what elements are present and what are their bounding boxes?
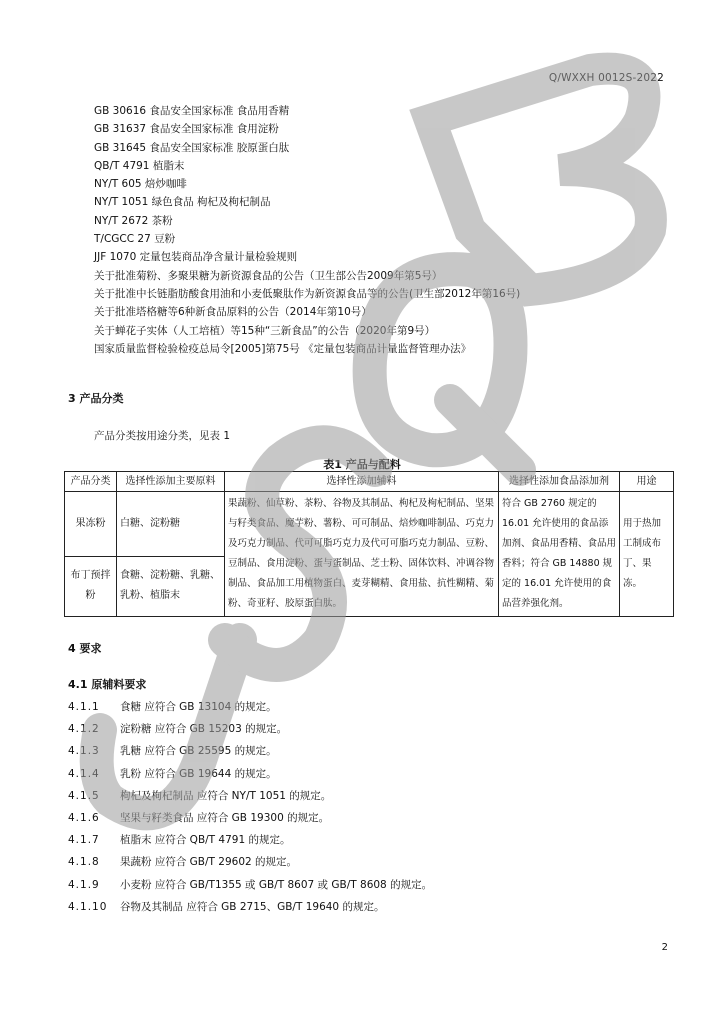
requirement-number: 4.1.7 (68, 834, 100, 847)
table-cell-usage: 用于热加工制成布丁、果冻。 (620, 492, 674, 617)
table-header-row (65, 472, 674, 492)
requirement-number: 4.1.9 (68, 878, 100, 891)
section-heading: 4 要求 (68, 642, 102, 655)
requirement-text: 食糖 应符合 GB 13104 的规定。 (120, 701, 277, 713)
table-cell-auxiliary: 果蔬粉、仙草粉、茶粉、谷物及其制品、枸杞及枸杞制品、坚果与籽类食品、魔芋粉、薯粉、可可制品、焙炒咖啡制品、巧克力及巧克力制品、代可可脂巧克力及代可可脂巧克力制品、豆粉、豆制品、食用淀粉、蛋与蛋制品、芝士粉、固体饮料、冲调谷物制品、食品加工用植物蛋白、麦芽糊精、食用盐、抗性糊精、菊粉、奇亚籽、胶原蛋白肽。 (225, 492, 499, 617)
reference-item: GB 31637 食品安全国家标准 食用淀粉 (94, 123, 279, 136)
table-cell-main: 白糖、淀粉糖 (117, 492, 225, 557)
requirement-number: 4.1.4 (68, 767, 100, 780)
requirement-number: 4.1.6 (68, 812, 100, 825)
table-cell-category: 布丁预拌粉 (65, 556, 117, 616)
requirement-number: 4.1.10 (68, 900, 108, 913)
reference-item: NY/T 1051 绿色食品 枸杞及枸杞制品 (94, 196, 271, 209)
table-header-cell: 选择性添加食品添加剂 (499, 472, 620, 492)
requirement-item (68, 696, 432, 718)
requirement-item (68, 763, 432, 785)
reference-item: 关于批准塔格糖等6种新食品原料的公告（2014年第10号） (94, 306, 372, 319)
table-header-cell: 用途 (620, 472, 674, 492)
reference-item: GB 30616 食品安全国家标准 食品用香精 (94, 105, 290, 117)
reference-item: 国家质量监督检验检疫总局令[2005]第75号 《定量包装商品计量监督管理办法》 (94, 342, 472, 355)
requirement-text: 枸杞及枸杞制品 应符合 NY/T 1051 的规定。 (120, 789, 332, 802)
requirement-number: 4.1.8 (68, 856, 100, 869)
reference-item: NY/T 605 焙炒咖啡 (94, 178, 187, 191)
reference-list (94, 102, 520, 358)
document-id: Q/WXXH 0012S-2022 (548, 72, 664, 84)
reference-item: T/CGCC 27 豆粉 (94, 233, 176, 246)
table-header-cell: 选择性添加主要原料 (117, 472, 225, 492)
reference-item: 关于批准中长链脂肪酸食用油和小麦低聚肽作为新资源食品等的公告(卫生部2012年第16号) (94, 287, 521, 300)
requirement-text: 坚果与籽类食品 应符合 GB 19300 的规定。 (120, 812, 330, 825)
table-row (65, 492, 674, 557)
requirement-item (68, 718, 432, 740)
requirement-text: 果蔬粉 应符合 GB/T 29602 的规定。 (120, 856, 298, 869)
reference-item: 关于批准菊粉、多聚果糖为新资源食品的公告（卫生部公告2009年第5号） (94, 269, 443, 282)
section-paragraph: 产品分类按用途分类，见表 1 (94, 430, 231, 442)
reference-item: JJF 1070 定量包装商品净含量计量检验规则 (94, 251, 298, 264)
requirement-text: 乳糖 应符合 GB 25595 的规定。 (120, 745, 277, 758)
product-table (64, 471, 674, 617)
table-header-cell: 选择性添加辅料 (225, 472, 499, 492)
page-number: 2 (661, 942, 668, 953)
requirement-item (68, 829, 432, 851)
requirement-item (68, 896, 432, 918)
requirement-item (68, 874, 432, 896)
reference-item: NY/T 2672 茶粉 (94, 214, 173, 227)
requirement-number: 4.1.2 (68, 723, 100, 736)
table-caption: 表1 产品与配料 (323, 458, 401, 471)
requirement-text: 淀粉糖 应符合 GB 15203 的规定。 (120, 723, 288, 736)
requirement-item (68, 807, 432, 829)
subsection-heading: 4.1 原辅料要求 (68, 678, 147, 691)
requirement-text: 谷物及其制品 应符合 GB 2715、GB/T 19640 的规定。 (120, 900, 385, 913)
requirement-number: 4.1.5 (68, 789, 100, 802)
requirement-text: 植脂末 应符合 QB/T 4791 的规定。 (120, 834, 291, 847)
requirement-number: 4.1.3 (68, 745, 100, 758)
table-cell-additives: 符合 GB 2760 规定的16.01 允许使用的食品添加剂、食品用香精、食品用香料；符合 GB 14880 规定的 16.01 允许使用的食品营养强化剂。 (499, 492, 620, 617)
reference-item: 关于蝉花子实体（人工培植）等15种“三新食品”的公告（2020年第9号） (94, 324, 436, 337)
requirement-list (68, 696, 432, 918)
reference-item: GB 31645 食品安全国家标准 胶原蛋白肽 (94, 141, 290, 154)
requirement-text: 乳粉 应符合 GB 19644 的规定。 (120, 767, 277, 780)
requirement-number: 4.1.1 (68, 701, 100, 713)
requirement-text: 小麦粉 应符合 GB/T1355 或 GB/T 8607 或 GB/T 8608 的规定。 (120, 878, 433, 891)
reference-item: QB/T 4791 植脂末 (94, 159, 185, 172)
requirement-item (68, 851, 432, 873)
table-header-cell: 产品分类 (65, 472, 117, 492)
requirement-item (68, 740, 432, 762)
table-cell-main: 食糖、淀粉糖、乳糖、乳粉、植脂末 (117, 556, 225, 616)
requirement-item (68, 785, 432, 807)
section-heading: 3 产品分类 (68, 392, 124, 405)
table-cell-category: 果冻粉 (65, 492, 117, 557)
